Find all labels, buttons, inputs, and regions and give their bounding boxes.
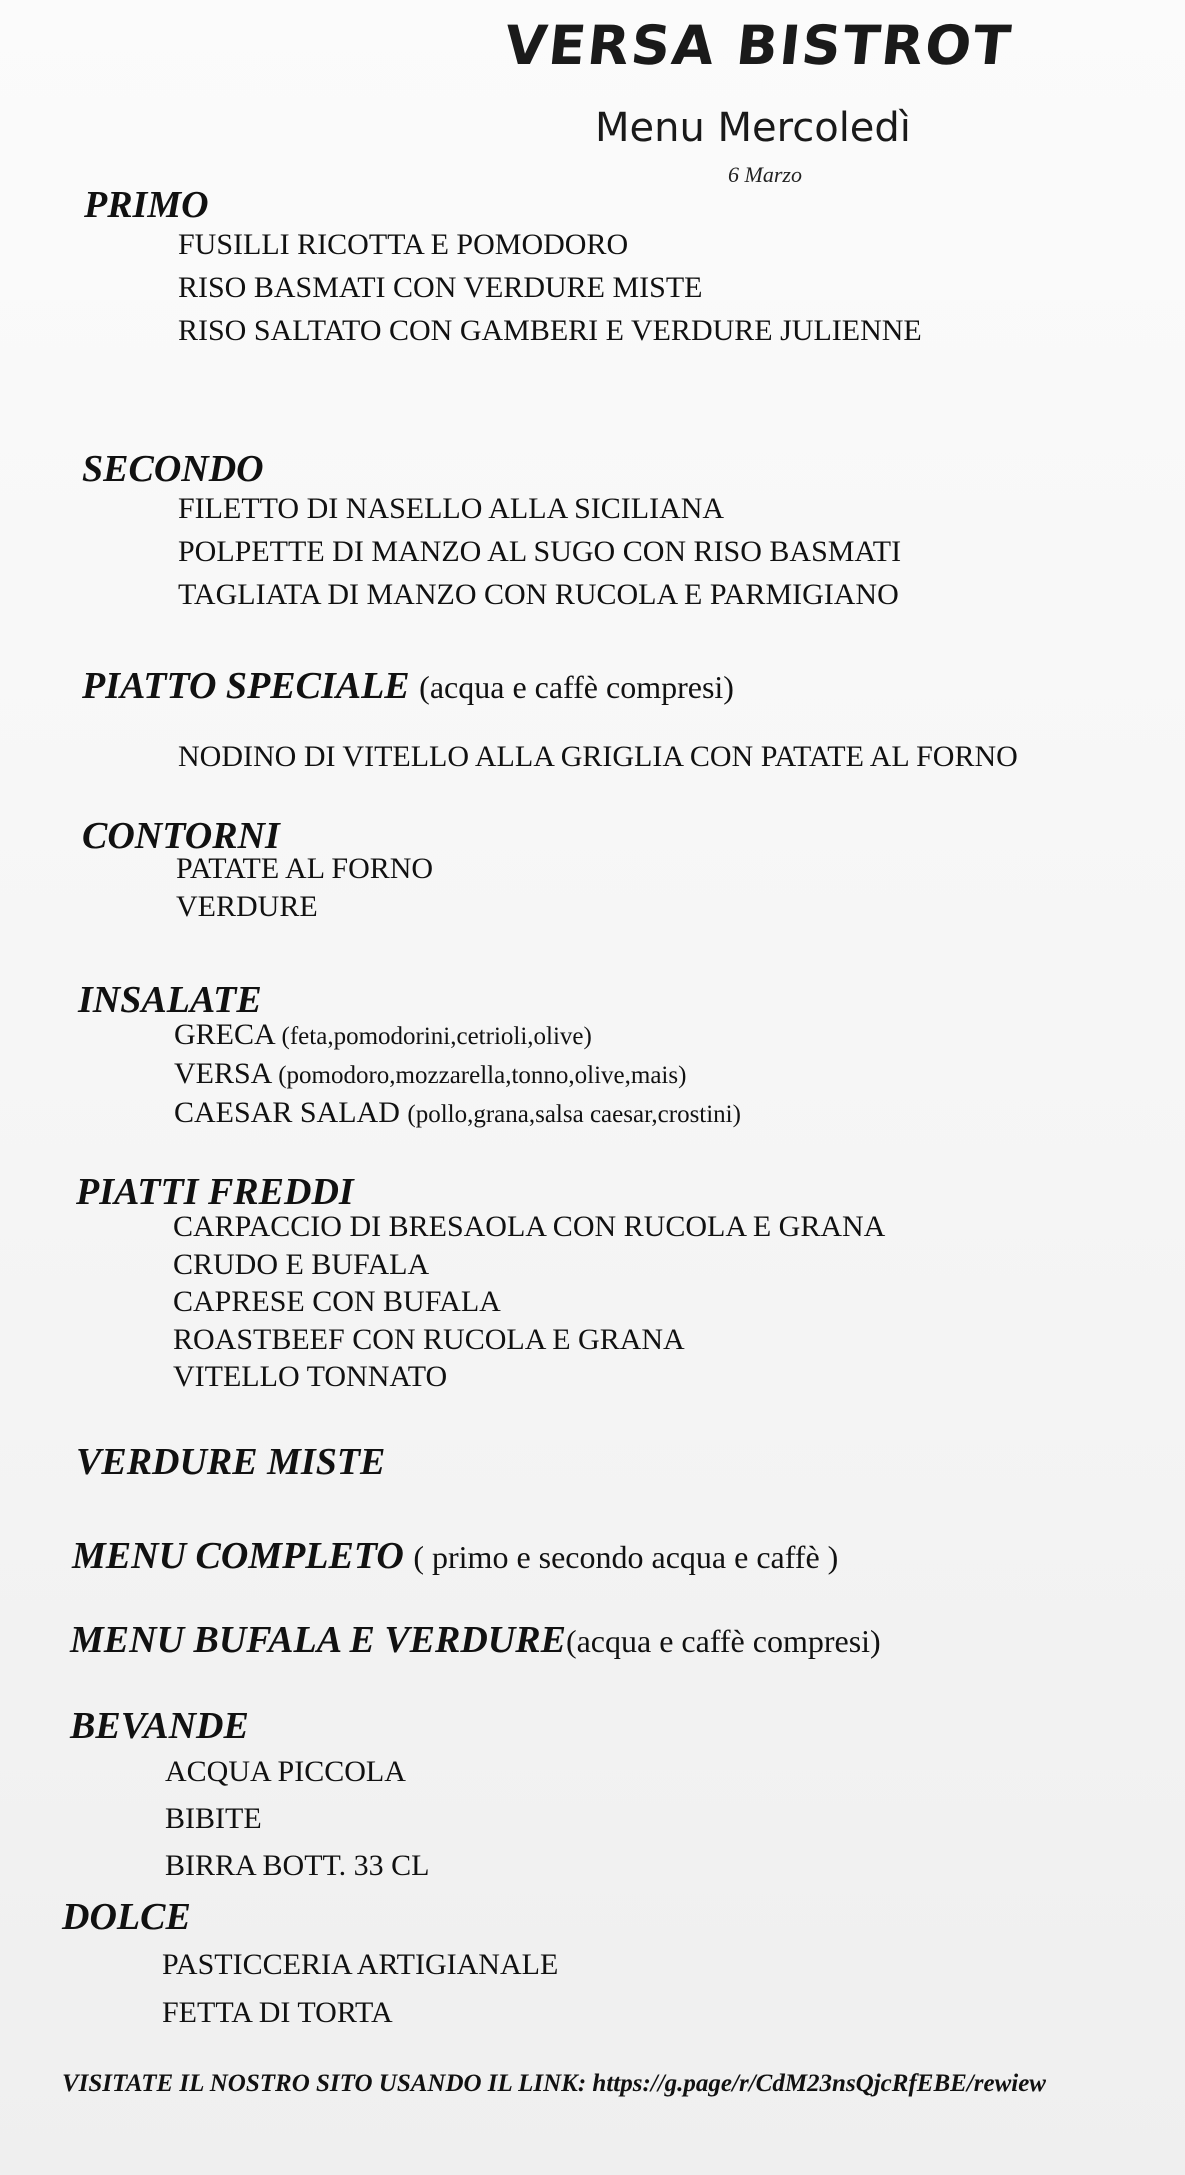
menu-item: CAPRESE CON BUFALA (173, 1285, 501, 1318)
section-note: (acqua e caffè compresi) (565, 1623, 881, 1659)
section-menu-bufala (70, 1618, 881, 1663)
restaurant-name: VERSA BISTROT (501, 14, 1016, 77)
website-link-footer: VISITATE IL NOSTRO SITO USANDO IL LINK: https://g.page/r/CdM23nsQjcRfEBE/rewiew (62, 2070, 1046, 2097)
section-menu-completo (72, 1534, 838, 1579)
menu-item: CRUDO E BUFALA (173, 1247, 430, 1281)
menu-item: FETTA DI TORTA (162, 1996, 393, 2029)
item-detail: (pomodoro,mozzarella,tonno,olive,mais) (278, 1062, 687, 1089)
item-name: CAESAR SALAD (174, 1096, 400, 1129)
item-name: GRECA (174, 1018, 275, 1051)
menu-item: RISO BASMATI CON VERDURE MISTE (178, 271, 703, 304)
section-verdure-miste (76, 1440, 385, 1484)
section-title: PIATTI FREDDI (76, 1171, 354, 1213)
menu-item: CARPACCIO DI BRESAOLA CON RUCOLA E GRANA (173, 1210, 886, 1243)
menu-item: NODINO DI VITELLO ALLA GRIGLIA CON PATATE AL FORNO (178, 740, 1018, 773)
menu-item: BIBITE (165, 1802, 262, 1835)
section-bevande (70, 1704, 429, 1889)
menu-item (174, 1094, 741, 1133)
menu-item: RISO SALTATO CON GAMBERI E VERDURE JULIENNE (178, 314, 922, 347)
section-piatti-freddi (76, 1170, 885, 1396)
section-secondo (82, 447, 901, 616)
section-insalate (78, 978, 741, 1133)
section-title: BEVANDE (70, 1705, 249, 1747)
section-primo (84, 183, 922, 352)
menu-item: PATATE AL FORNO (176, 852, 434, 885)
section-title: PIATTO SPECIALE (82, 665, 410, 707)
menu-item (174, 1016, 741, 1055)
section-contorni (82, 814, 433, 926)
menu-day-title: Menu Mercoledì (595, 105, 911, 151)
section-title: INSALATE (78, 979, 262, 1021)
section-title: MENU COMPLETO (72, 1535, 404, 1577)
section-title: PRIMO (84, 184, 209, 226)
menu-item: ROASTBEEF CON RUCOLA E GRANA (173, 1322, 685, 1356)
section-title: DOLCE (62, 1896, 191, 1938)
section-note: ( primo e secondo acqua e caffè ) (413, 1539, 839, 1575)
menu-item: VERDURE (176, 890, 318, 923)
item-detail: (feta,pomodorini,cetrioli,olive) (281, 1023, 592, 1050)
menu-item: TAGLIATA DI MANZO CON RUCOLA E PARMIGIANO (178, 578, 899, 611)
section-note: (acqua e caffè compresi) (419, 669, 734, 705)
section-title: MENU BUFALA E VERDURE (70, 1619, 566, 1661)
item-name: VERSA (174, 1057, 271, 1090)
menu-item: BIRRA BOTT. 33 CL (165, 1849, 430, 1882)
section-dolce (62, 1895, 558, 2037)
section-title: VERDURE MISTE (76, 1441, 386, 1483)
section-title: SECONDO (82, 448, 264, 490)
item-detail: (pollo,grana,salsa caesar,crostini) (407, 1101, 741, 1128)
menu-item: VITELLO TONNATO (173, 1360, 448, 1393)
menu-item (174, 1055, 741, 1094)
menu-item: ACQUA PICCOLA (165, 1755, 406, 1788)
menu-date: 6 Marzo (728, 162, 802, 187)
menu-item: POLPETTE DI MANZO AL SUGO CON RISO BASMATI (178, 535, 902, 568)
section-title: CONTORNI (82, 815, 280, 857)
menu-item: PASTICCERIA ARTIGIANALE (162, 1948, 559, 1981)
section-piatto-speciale (82, 664, 1018, 778)
menu-item: FILETTO DI NASELLO ALLA SICILIANA (178, 492, 725, 525)
menu-item: FUSILLI RICOTTA E POMODORO (178, 228, 629, 261)
